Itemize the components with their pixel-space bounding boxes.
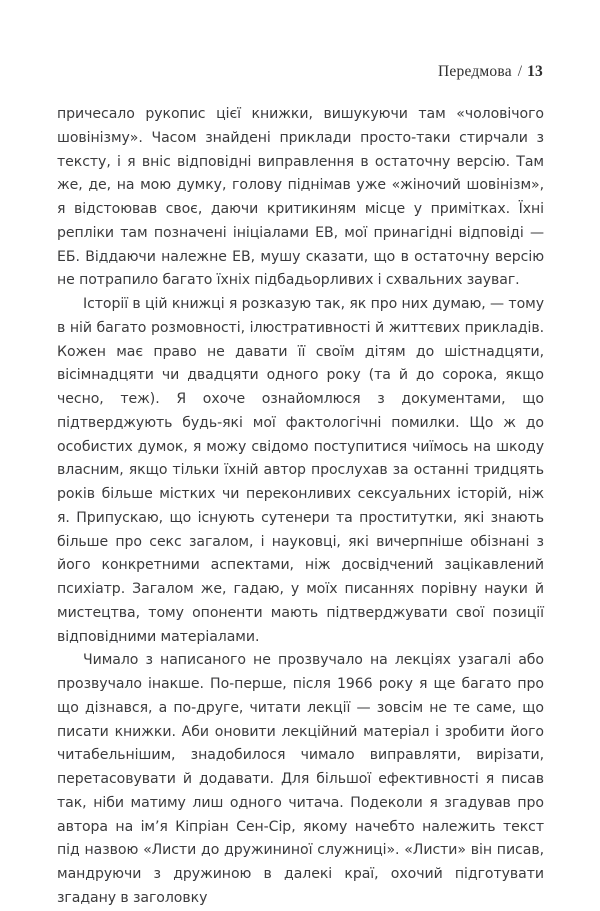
running-head-separator: / [517, 63, 523, 80]
running-head [57, 62, 543, 82]
paragraph: Чимало з написаного не прозвучало на лекціях узагалі або прозвучало інакше. По-перше, після 1966 року я ще багато про що дізнався, а по-друге, читати лекції — зовсім не те саме, що писати книжки. Аби оновити лекційний матеріал і зробити його читабельнішим, знадобилося чимало виправляти, вирізати, перетасовувати й додавати. Для більшої ефективності я писав так, ніби матиму лиш одного читача. Подеколи я згадував про автора на ім’я Кіпріан Сен-Сір, якому начебто належить текст під назвою «Листи до дружининої служниці». «Листи» він писав, мандруючи з дружиною в далекі краї, охочий підготувати згадану в заголовку [57, 652, 544, 906]
running-head-title: Передмова [438, 63, 512, 80]
page-number: 13 [527, 63, 543, 80]
paragraph-continued: причесало рукопис цієї книжки, вишукуючи там «чоловічого шовінізму». Часом знайдені приклади просто-таки стирчали з тексту, і я вніс відповідні виправлення в остаточну версію. Там же, де, на мою думку, голову піднімав уже «жіночий шовінізм», я відстоював своє, даючи критикиням місце у примітках. Їхні репліки там позначені ініціалами ЕВ, мої принагідні відповіді — ЕБ. Віддаючи належне ЕВ, мушу сказати, що в остаточну версію не потрапило багато їхніх підбадьорливих і схвальних зауваг. [57, 106, 544, 289]
paragraph: Історії в цій книжці я розказую так, як про них думаю, — тому в ній багато розмовності, ілюстративності й життєвих прикладів. Кожен має право не давати її своїм дітям до шістнадцяти, вісімнадцяти чи двадцяти одного року (та й до сорока, якщо чесно, теж). Я охоче ознайомлюся з документами, що підтверджують будь-які мої фактологічні помилки. Що ж до особистих думок, я можу свідомо поступитися чиїмось на шкоду власним, якщо тільки їхній автор прослухав за останні тридцять років більше містких чи переконливих сексуальних історій, ніж я. Припускаю, що існують сутенери та проститутки, які знають більше про секс загалом, і науковці, які вичерпніше обізнані з його конкретними аспектами, ніж досвідчений зацікавлений психіатр. Загалом же, гадаю, у моїх писаннях порівну науки й мистецтва, тому опоненти мають підтверджувати свої позиції відповідними матеріалами. [57, 296, 544, 645]
body-text-block [57, 103, 544, 911]
